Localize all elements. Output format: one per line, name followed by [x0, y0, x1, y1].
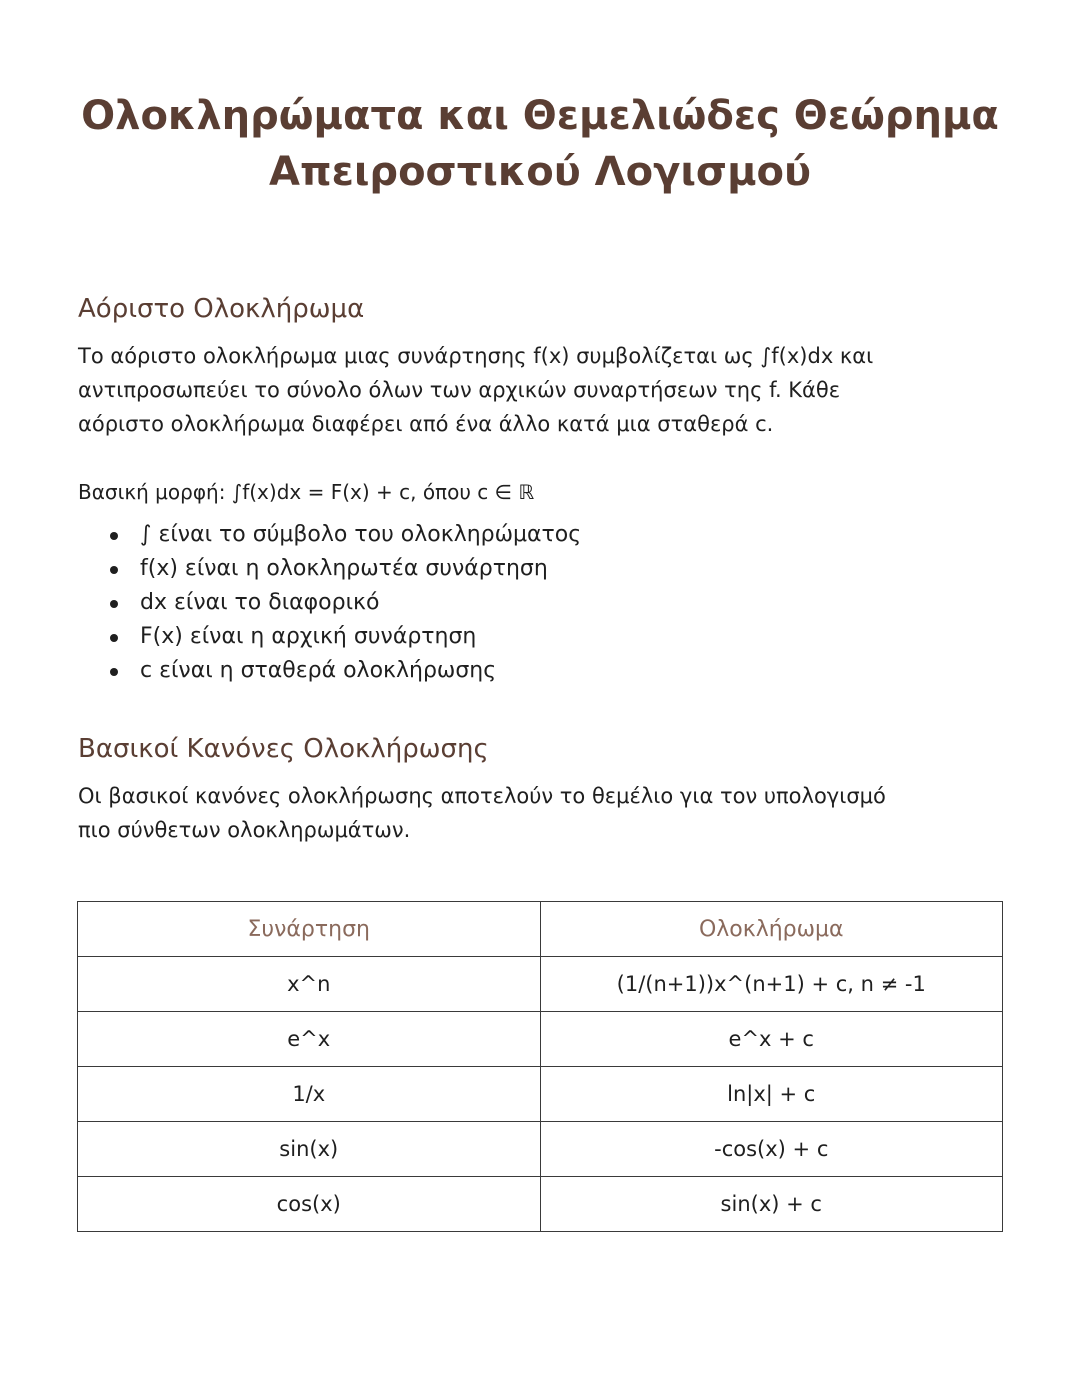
bullet-icon [110, 668, 118, 676]
table-cell-integral: e^x + c [540, 1012, 1003, 1067]
table-cell-function: 1/x [78, 1067, 541, 1122]
integration-rules-table [77, 901, 1003, 1232]
basic-form-line: Βασική μορφή: ∫f(x)dx = F(x) + c, όπου c ∈ ℝ [78, 480, 535, 504]
table-row [78, 1177, 1003, 1232]
list-item [110, 620, 581, 654]
table-cell-integral: sin(x) + c [540, 1177, 1003, 1232]
bullet-icon [110, 600, 118, 608]
table-cell-integral: ln|x| + c [540, 1067, 1003, 1122]
table-row [78, 1067, 1003, 1122]
table-cell-function: cos(x) [78, 1177, 541, 1232]
bullet-text: f(x) είναι η ολοκληρωτέα συνάρτηση [140, 556, 548, 581]
table-cell-function: e^x [78, 1012, 541, 1067]
definition-bullet-list [110, 518, 581, 688]
section2-intro-line-1: Οι βασικοί κανόνες ολοκλήρωσης αποτελούν το θεμέλιο για τον υπολογισμό [78, 784, 886, 808]
bullet-text: F(x) είναι η αρχική συνάρτηση [140, 624, 477, 649]
bullet-text: c είναι η σταθερά ολοκλήρωσης [140, 658, 497, 683]
table-cell-integral: (1/(n+1))x^(n+1) + c, n ≠ -1 [540, 957, 1003, 1012]
table-row [78, 957, 1003, 1012]
table-cell-function: x^n [78, 957, 541, 1012]
title-line-2: Απειροστικού Λογισμού [268, 149, 811, 195]
section2-intro-line-2: πιο σύνθετων ολοκληρωμάτων. [78, 818, 411, 842]
list-item [110, 518, 581, 552]
column-header-integral: Ολοκλήρωμα [540, 902, 1003, 957]
bullet-icon [110, 532, 118, 540]
bullet-icon [110, 566, 118, 574]
list-item [110, 586, 581, 620]
list-item [110, 552, 581, 586]
section1-intro-line-3: αόριστο ολοκλήρωμα διαφέρει από ένα άλλο κατά μια σταθερά c. [78, 412, 774, 436]
table-cell-integral: -cos(x) + c [540, 1122, 1003, 1177]
table-cell-function: sin(x) [78, 1122, 541, 1177]
section1-intro-line-2: αντιπροσωπεύει το σύνολο όλων των αρχικών συναρτήσεων της f. Κάθε [78, 378, 841, 402]
section2-intro-paragraph [78, 779, 1008, 847]
bullet-text: ∫ είναι το σύμβολο του ολοκληρώματος [140, 522, 582, 547]
column-header-function: Συνάρτηση [78, 902, 541, 957]
table-row [78, 1012, 1003, 1067]
bullet-text: dx είναι το διαφορικό [140, 590, 380, 615]
list-item [110, 654, 581, 688]
table-header-row [78, 902, 1003, 957]
section1-intro-paragraph [78, 339, 1008, 441]
title-line-1: Ολοκληρώματα και Θεμελιώδες Θεώρημα [81, 93, 999, 139]
section-heading-basic-rules: Βασικοί Κανόνες Ολοκλήρωσης [78, 734, 489, 764]
document-title [60, 88, 1020, 200]
section1-intro-line-1: Το αόριστο ολοκλήρωμα μιας συνάρτησης f(x) συμβολίζεται ως ∫f(x)dx και [78, 344, 874, 368]
table-row [78, 1122, 1003, 1177]
bullet-icon [110, 634, 118, 642]
section-heading-indefinite-integral: Αόριστο Ολοκλήρωμα [78, 294, 365, 324]
